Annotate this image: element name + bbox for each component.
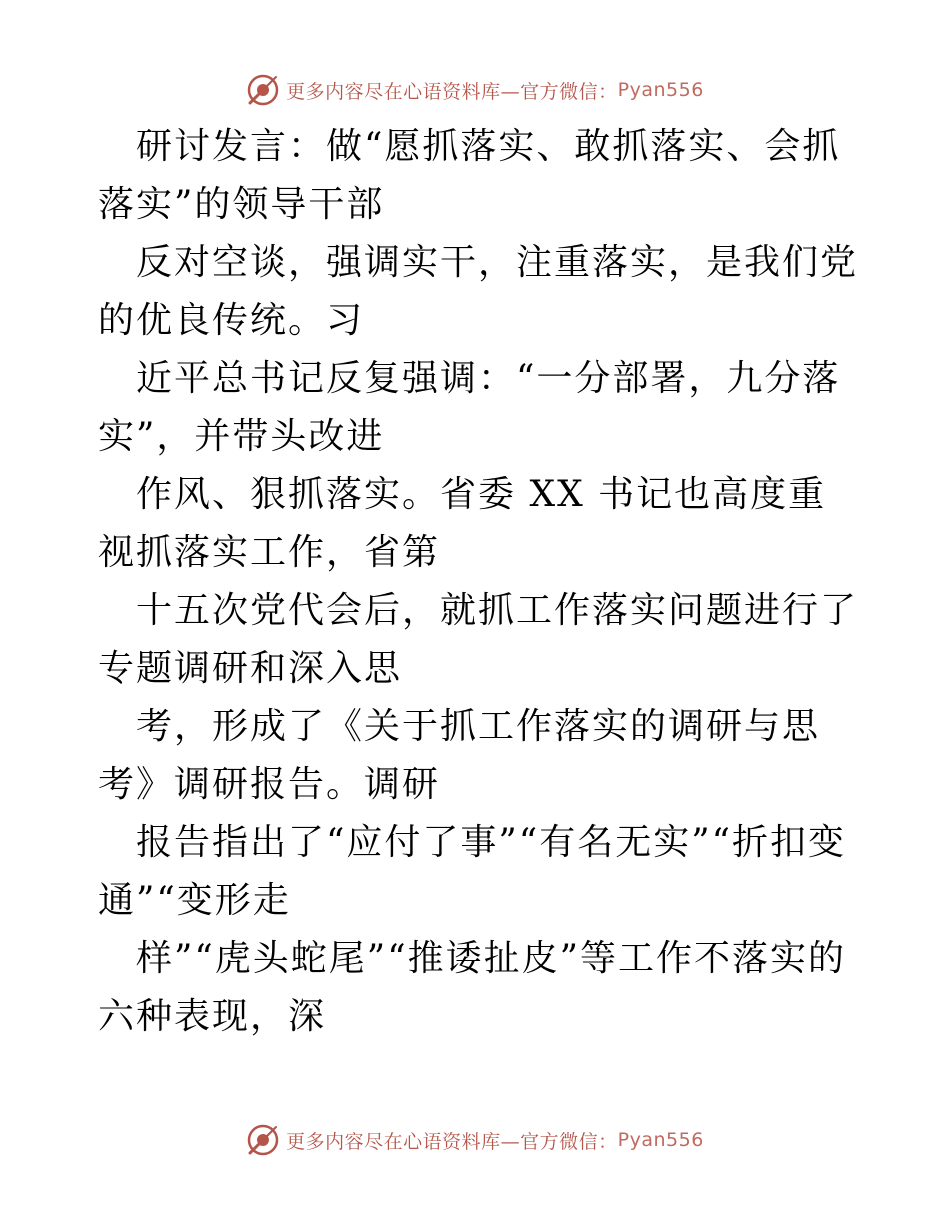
watermark-wechat-id: Pyan556 xyxy=(617,1129,704,1151)
body-paragraph: 十五次党代会后，就抓工作落实问题进行了专题调研和深入思 xyxy=(98,590,859,689)
body-paragraph: 样”“虎头蛇尾”“推诿扯皮”等工作不落实的六种表现，深 xyxy=(98,938,847,1037)
footer-watermark xyxy=(0,1120,950,1160)
body-paragraph: 近平总书记反复强调：“一分部署，九分落实”，并带头改进 xyxy=(98,358,841,457)
body-paragraph: 考，形成了《关于抓工作落实的调研与思考》调研报告。调研 xyxy=(98,706,821,805)
watermark-wechat-id: Pyan556 xyxy=(617,79,704,101)
header-watermark xyxy=(0,70,950,110)
feather-pen-logo-icon xyxy=(246,73,280,107)
feather-pen-logo-icon xyxy=(246,1123,280,1157)
body-paragraph: 反对空谈，强调实干，注重落实，是我们党的优良传统。习 xyxy=(98,242,859,341)
document-body xyxy=(98,118,858,1046)
document-title-paragraph: 研讨发言：做“愿抓落实、敢抓落实、会抓落实”的领导干部 xyxy=(98,126,841,225)
watermark-text: 更多内容尽在心语资料库—官方微信： xyxy=(286,80,618,103)
body-paragraph: 作风、狠抓落实。省委 XX 书记也高度重视抓落实工作，省第 xyxy=(98,474,827,573)
body-paragraph: 报告指出了“应付了事”“有名无实”“折扣变通”“变形走 xyxy=(98,822,847,921)
watermark-text: 更多内容尽在心语资料库—官方微信： xyxy=(286,1130,618,1153)
